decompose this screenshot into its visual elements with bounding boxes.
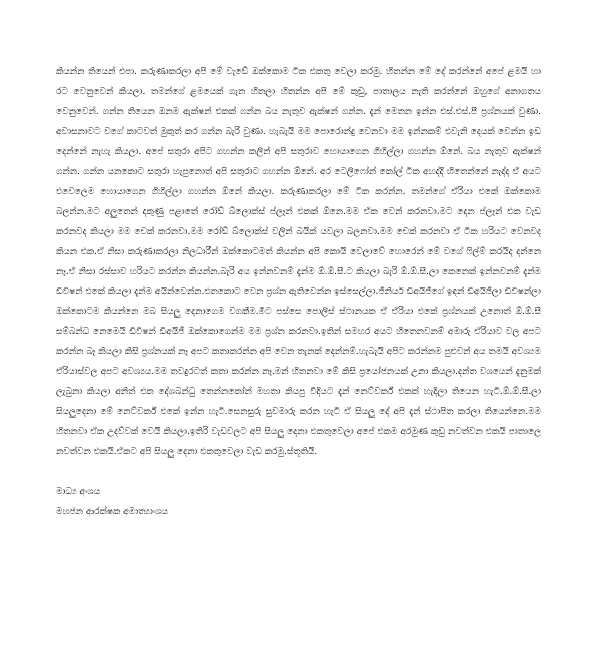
signature-ministry: මහජන ආරක්ෂක අමාත්‍යාංශය (56, 507, 169, 517)
signature-block (56, 482, 541, 522)
signature-department: මාධ්‍ය අංශය (56, 487, 101, 497)
body-paragraph: කියන්න තියෙන් එපා. කරුණාකරලා අපි මේ වැඩේ ඔක්කොම ටික එකතු වෙලා කරමු. හිතන්න මේ දේ කරන්නේ අපේ ළමයි හා රට වෙනුවෙන් කියලා. තමන්ගේ ළමයෙක් ගැන හිතලා හිතන්න අපි මේ කුඩු, පාතාලය නැති කරන්නේ ඔහුගේ අනාගතය වෙනුවෙන්. ගන්න තියෙන ඔනම ඇක්ෂන් එකක් ගන්න බය නැතුව ඇක්ෂන් ගන්න. දැන් මෙතන ඉන්න එස්.එස්.පී ප්‍රශ්නයක් වුණා. අවාසනාවට වගේ කාටවත් මුකුත් කර ගන්න බැරි වුණා. හැබැයි මම පොරොන්දු වෙනවා මම ඉන්නකම් එවැනි දෙයක් වෙන්න ඉඩ දෙන්නේ නැහැ කියලා. අපේ සතුරා අපිට ගහන්න කලින් අපි සතුරාව හොයාගෙන ගිහිල්ලා ගහන්න ඕනේ. බය නැතුව ඇක්ෂන් ගන්න. ගන්න යනකොට සතුරා හැපුනොත් අපි සතුරාට ගහන්න ඕනේ. අර ටෙලිෆෝන් කෝල් ටික අහද්දී හිතෙන්නේ නැද්ද ඒ අයට එවෙලෙම හොයාගෙන ගිහිල්ලා ගහන්න ඕනේ කියලා. කරුණාකරලා මේ ටික කරන්න. තමන්ගේ ඒරියා එකේ ඔක්කොම බලන්න.මට අලුතෙන් දකුණු පළාතේ රෝඩ් බ්ලොක්ස් ප්ලෑන් එකක් ඕනෙ.මම ඒක වෙන් කරනවා.මට දෙන ප්ලෑන් එක වැඩ කරනවද කියලා මම චෙක් කරනවා.මම රෝඩ් බ්ලොක්ස් වලින් බයික් යවලා බලනවා.මම චෙක් කරනවා ඒ ටික හරියට වෙනවද කියන එක.ඒ නිසා කරුණාකරලා නිලධාරීන් ඔක්කොටමත් කියන්න අපි කොයි වෙලාවේ හොරෙන් මේ වගේ ෆිල්ම් කරයිද දන්නෙ නෑ.ඒ නිසා රස්සාව හරියට කරන්න කියන්න.බැරි අය ඉන්නවනම් දැන්ම ඕ.ඕ.සී.ට කියලා බැරි ඕ.ඕ.සී.ලා කෙනෙක් ඉන්නවනම් දැන්ම ඩීවිෂන් එකේ කියලා දැන්ම අයින්වෙන්න.එතකොට වෙන ප්‍රශ්න ඇතිවෙන්න ඉස්සෙල්ලා.ජීනියර් ඩීඅයිජීගේ ඉඳන් ඩීඅයිජීලා ඩිවිෂන්ලා ඔක්කොටම කියන්නෙ මබ සියලු දෙනාගෙම වගකීම.මීට පස්සෙ පොලිස් ස්ථානයක ඒ ඒරියා එකේ ප්‍රශ්නයක් උනොත් ඕ.ඕ.සී සම්බන්ධ නෙමෙයි ඩිවිෂන් ඩීඅයිජී ඔක්කොගෙන්ම මම ප්‍රශ්න කරනවා.ඉතින් සමහර අයට හිතෙනවනම් අමාරු ඒරියාව වල අපට කරන්න බෑ කියලා කිසි ප්‍රශ්නයක් නෑ අපට කතාකරන්න අපි වෙන තැනක් දෙන්නම්.හැබැයි අපිට කරන්නම පුළුවන් අය තමයි අවශ්‍යම ඒරියාස්වල අපට අවශ්‍යය.මම තවදුරටත් කතා කරන්න නෑ.මන් හිතනවා මේ කිසි ප්‍රයෝජනයක් උනා කියලා.දන්ත වශයෙන් දැනුමක් ලැබුනා කියලා අනිත් එක දේශබන්ධු තෙන්නකෝන් මහතා කියපු විදියට දැන් නෙට්වර්ක් එකක් හැදිලා තියෙන හැටි.ඕ.ඕ.සී.ලා සියලුදෙනා මේ නෙට්වර්ක් එකේ ඉන්න හැටි.සෙනසුරු සුවමාරු කරන හැටි ඒ සියලු දේ අපි දැන් ස්ථාපිත කරලා තියෙන්නෙ.මම හිතනවා ඒක උදව්වක් වෙයි කියලා.ඉතිරි වැඩවලට අපි සියලු දෙනා එකතුවෙලා අපේ එකම අරමුණ කුඩු නවත්වන එකයි පාතාලෙ නවත්වන එකයි.ඒකට අපි සියලු දෙනා එකතුවෙලා වැඩ කරමු.ස්තූතියි. (56, 67, 541, 457)
